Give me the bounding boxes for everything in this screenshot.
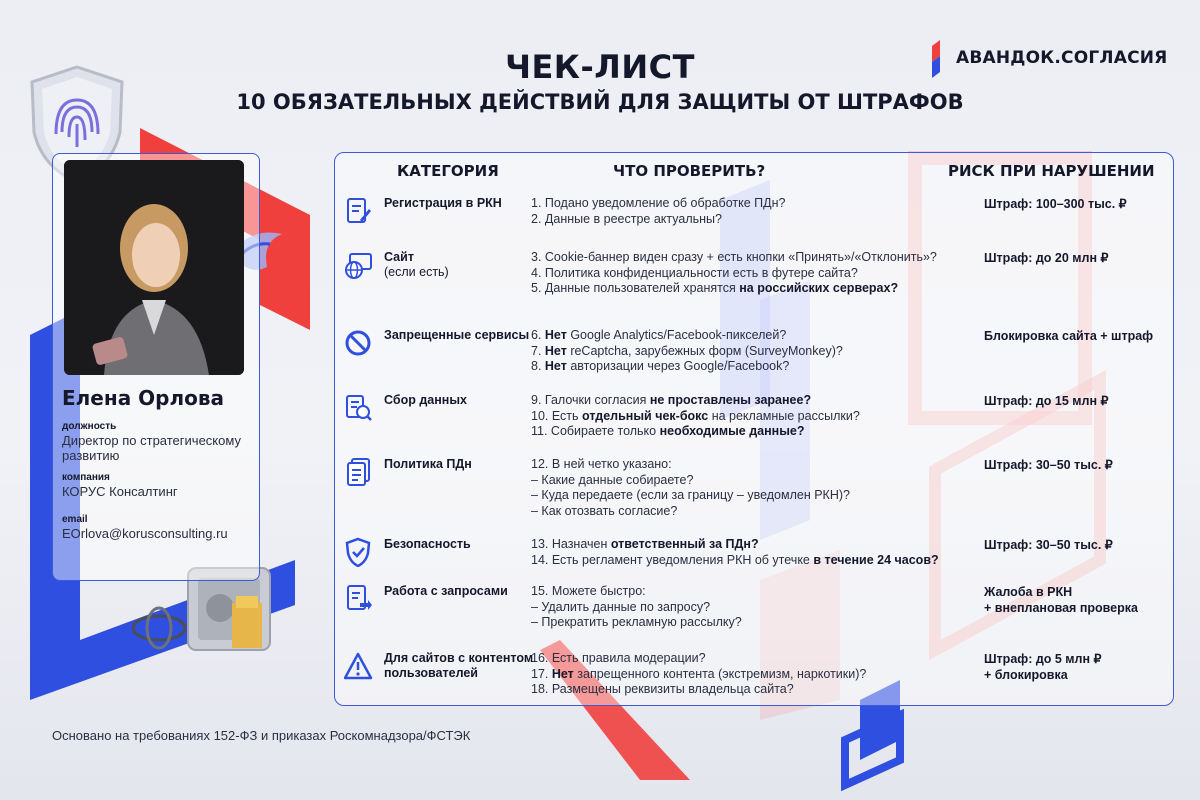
check-items [531,328,971,375]
check-item [531,212,971,228]
category-cell [384,537,534,552]
check-items [531,393,971,440]
category-cell [384,393,534,408]
category-cell [384,328,534,343]
category-title: Для сайтов с контентом пользователей [384,651,534,680]
header-risk: РИСК ПРИ НАРУШЕНИИ [948,162,1155,180]
check-item-text: – Прекратить рекламную рассылку? [531,615,742,629]
check-item [531,457,971,473]
risk-cell [984,537,1169,553]
risk-cell [984,584,1169,616]
risk-text: Штраф: до 5 млн ₽ [984,652,1102,666]
data-collection-icon [344,393,372,423]
check-item [531,584,971,600]
footnote: Основано на требованиях 152-ФЗ и приказах Роскомнадзора/ФСТЭК [52,728,471,743]
risk-cell [984,250,1169,266]
policy-document-icon [344,457,372,487]
risk-cell [984,457,1169,473]
check-item-text: 2. Данные в реестре актуальны? [531,211,722,226]
check-item-text: 3. Cookie-баннер виден сразу + есть кнопки «Принять»/«Отклонить»? [531,250,937,264]
check-item-text: – Как отозвать согласие? [531,503,678,518]
check-item-text: 11. Собираете только [531,424,660,438]
check-item [531,196,971,212]
category-title: Работа с запросами [384,584,508,598]
registration-form-icon [344,196,372,226]
position-value: Директор по стратегическому развитию [62,433,241,463]
check-item-text: 15. Можете быстро: [531,584,646,598]
risk-text: Штраф: до 20 млн ₽ [984,251,1109,265]
category-title: Политика ПДн [384,457,472,471]
risk-text: + внеплановая проверка [984,601,1138,615]
check-item [531,553,971,569]
risk-text: + блокировка [984,668,1068,682]
gyroscope-icon [128,602,190,654]
warning-triangle-icon [344,651,372,681]
check-item-text: авторизации через Google/Facebook? [566,359,790,373]
request-document-icon [344,584,372,614]
check-item [531,393,971,409]
check-item-text: на рекламные рассылки? [708,408,860,423]
risk-text: Штраф: 30–50 тыс. ₽ [984,458,1113,472]
check-item [531,682,971,698]
check-item [531,328,971,344]
check-item [531,600,971,616]
check-item [531,359,971,375]
check-item-emphasis: Нет [544,343,567,358]
security-shield-icon [344,537,372,567]
check-item-text: 5. Данные пользователей хранятся [531,281,740,295]
check-items [531,651,971,698]
check-item [531,281,971,297]
page-title: ЧЕК-ЛИСТ [505,48,695,86]
check-items [531,250,971,297]
check-item [531,424,971,440]
check-item-emphasis: Нет [544,359,567,373]
category-title: Запрещенные сервисы [384,328,530,342]
category-cell [384,584,534,599]
check-item-text: 17. [531,666,552,681]
check-item-text: 14. Есть регламент уведомления РКН об утечке [531,552,814,567]
company-label: компания [62,472,110,483]
check-item-text: 10. Есть [531,408,583,423]
category-note: (если есть) [384,265,449,279]
prohibited-icon [344,328,372,358]
check-item [531,615,971,631]
risk-text: Жалоба в РКН [984,585,1073,599]
check-item-emphasis: не проставлены заранее? [649,393,812,407]
check-item [531,250,971,266]
website-globe-icon [344,250,372,280]
risk-cell [984,393,1169,409]
check-item-text: – Удалить данные по запросу? [531,599,711,614]
check-item-emphasis: Нет [544,328,567,342]
person-portrait [64,160,244,375]
risk-text: Штраф: 100–300 тыс. ₽ [984,197,1127,211]
profile-photo [64,160,244,375]
risk-text: Штраф: 30–50 тыс. ₽ [984,538,1113,552]
check-item-text: 7. [531,343,545,358]
check-item-emphasis: на российских серверах? [739,281,899,295]
check-item [531,473,971,489]
category-cell [384,250,534,280]
category-cell [384,457,534,472]
check-item-text: 8. [531,359,545,373]
check-item [531,537,971,553]
check-item-text: 6. [531,328,545,342]
check-item-text: запрещенного контента (экстремизм, наркотики)? [573,666,867,681]
category-title: Безопасность [384,537,471,551]
email-value[interactable]: EOrlova@korusconsulting.ru [62,526,228,541]
check-item-text: 9. Галочки согласия [531,393,650,407]
check-item-emphasis: отдельный чек-бокс [582,408,709,423]
header-check: ЧТО ПРОВЕРИТЬ? [613,162,766,180]
check-item-text: – Куда передаете (если за границу – уведомлен РКН)? [531,488,850,502]
check-item [531,667,971,683]
check-item-emphasis: Нет [551,666,574,681]
check-item-text: 4. Политика конфиденциальности есть в футере сайта? [531,265,858,280]
check-item-text: – Какие данные собираете? [531,472,694,487]
category-title: Регистрация в РКН [384,196,502,210]
risk-cell [984,196,1169,212]
check-item-emphasis: в течение 24 часов? [813,552,939,567]
check-item-emphasis: ответственный за ПДн? [610,537,759,551]
check-item [531,504,971,520]
email-label: email [62,514,88,525]
check-item-text: reCaptcha, зарубежных форм (SurveyMonkey)? [566,343,843,358]
check-items [531,196,971,227]
check-item-text: 18. Размещены реквизиты владельца сайта? [531,682,794,696]
check-item-text: Google Analytics/Facebook-пикселей? [566,328,787,342]
risk-text: Штраф: до 15 млн ₽ [984,394,1109,408]
check-item [531,409,971,425]
check-items [531,584,971,631]
page-subtitle: 10 ОБЯЗАТЕЛЬНЫХ ДЕЙСТВИЙ ДЛЯ ЗАЩИТЫ ОТ ШТРАФОВ [236,90,964,114]
risk-cell [984,328,1169,344]
check-item [531,651,971,667]
risk-text: Блокировка сайта + штраф [984,329,1154,343]
check-item [531,266,971,282]
category-cell [384,651,534,681]
check-item [531,344,971,360]
check-item [531,488,971,504]
check-items [531,457,971,519]
brand-name: АВАНДОК.СОГЛАСИЯ [956,48,1168,68]
category-title: Сбор данных [384,393,467,407]
check-item-text: 1. Подано уведомление об обработке ПДн? [531,196,786,210]
check-item-text: 13. Назначен [531,537,611,551]
check-items [531,537,971,568]
position-label: должность [62,421,117,432]
check-item-text: 12. В ней четко указано: [531,457,672,471]
category-cell [384,196,534,211]
person-name: Елена Орлова [62,386,225,410]
check-item-text: 16. Есть правила модерации? [531,651,706,665]
header-category: КАТЕГОРИЯ [397,162,499,180]
check-item-emphasis: необходимые данные? [659,424,805,438]
company-value: КОРУС Консалтинг [62,484,178,499]
category-title: Сайт [384,250,414,264]
risk-cell [984,651,1169,683]
